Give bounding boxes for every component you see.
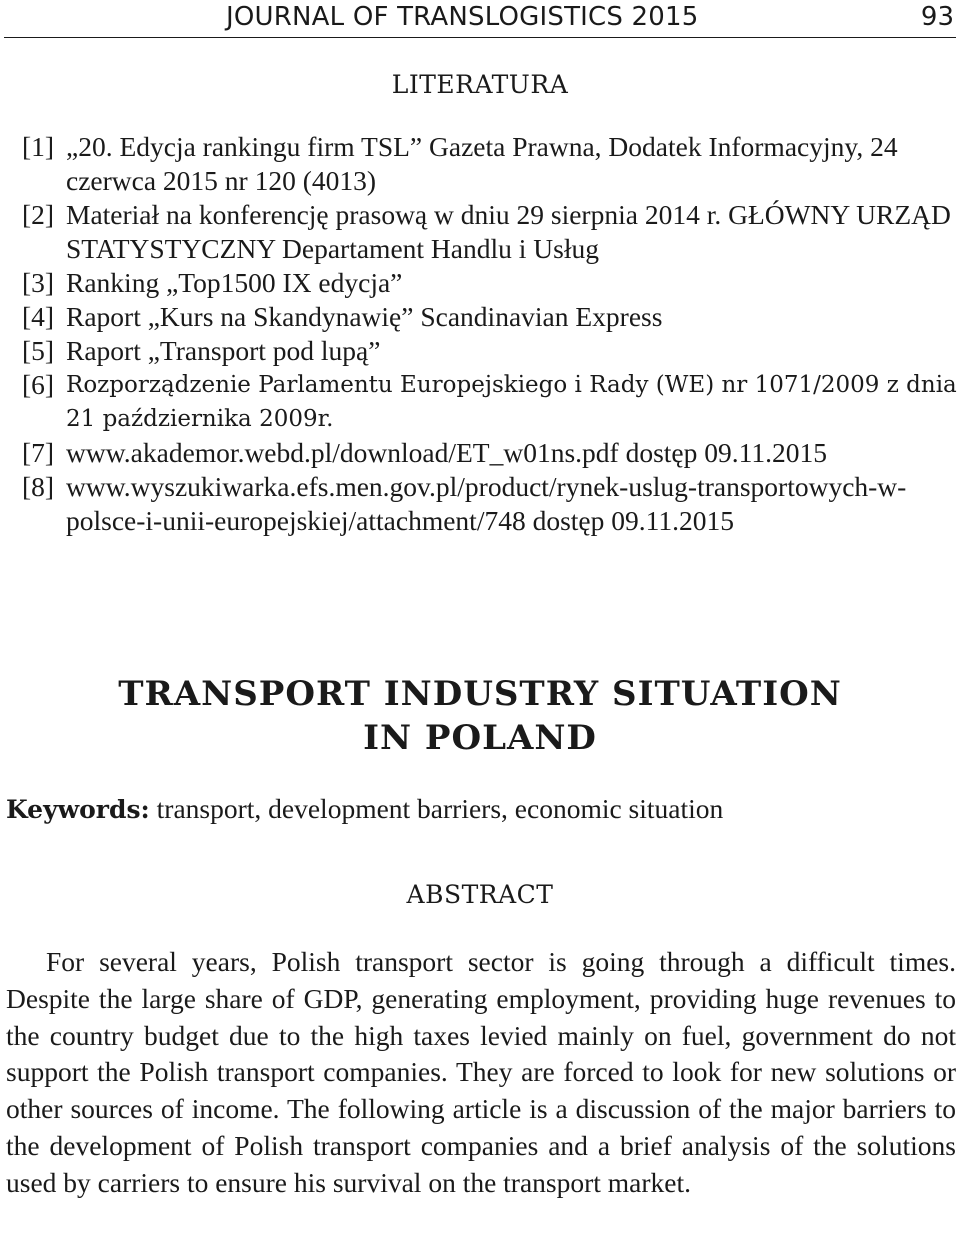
reference-number: [4] — [22, 301, 55, 332]
article-title — [0, 672, 960, 760]
literature-heading: LITERATURA — [391, 70, 569, 99]
article-title-line-1: TRANSPORT INDUSTRY SITUATION — [118, 674, 842, 714]
journal-title: JOURNAL OF TRANSLOGISTICS 2015 — [226, 2, 699, 32]
reference-item-3 — [22, 266, 957, 300]
reference-item-2 — [22, 198, 957, 266]
abstract-heading: ABSTRACT — [406, 880, 554, 909]
page-number: 93 — [920, 2, 954, 32]
reference-item-8 — [22, 470, 957, 538]
reference-number: [7] — [22, 437, 55, 468]
reference-text: www.wyszukiwarka.efs.men.gov.pl/product/rynek-uslug-transportowych-w-polsce-i-unii-europejskiej/attachment/748 dostęp 09.11.2015 — [66, 471, 907, 536]
keywords-text: transport, development barriers, economic situation — [149, 793, 724, 824]
reference-number: [5] — [22, 335, 55, 366]
reference-item-1 — [22, 130, 957, 198]
reference-text: www.akademor.webd.pl/download/ET_w01ns.pdf dostęp 09.11.2015 — [66, 437, 827, 468]
article-title-line-2: IN POLAND — [363, 718, 597, 758]
reference-number: [1] — [22, 131, 55, 162]
reference-text: Rozporządzenie Parlamentu Europejskiego i Rady (WE) nr 1071/2009 z dnia 21 października 2009r. — [66, 372, 957, 432]
reference-number: [2] — [22, 199, 55, 230]
header-rule — [4, 37, 956, 38]
reference-item-5 — [22, 334, 957, 368]
reference-text: „20. Edycja rankingu firm TSL” Gazeta Prawna, Dodatek Informacyjny, 24 czerwca 2015 nr 120 (4013) — [66, 131, 898, 196]
reference-number: [6] — [22, 369, 55, 400]
reference-text: Raport „Transport pod lupą” — [66, 335, 381, 366]
reference-item-6 — [22, 368, 957, 436]
running-header — [0, 0, 960, 36]
keywords-line — [6, 793, 956, 825]
reference-text: Raport „Kurs na Skandynawię” Scandinavian Express — [66, 301, 663, 332]
keywords-label: Keywords: — [6, 795, 150, 824]
abstract-body: For several years, Polish transport sector is going through a difficult times. Despite the large share of GDP, generating employment, providing huge revenues to the country budget due to the high taxes levied mainly on fuel, government do not support the Polish transport companies. They are forced to look for new solutions or other sources of income. The following article is a discussion of the major barriers to the development of Polish transport companies and a brief analysis of the solutions used by carriers to ensure his survival on the transport market. — [6, 946, 956, 1198]
reference-item-4 — [22, 300, 957, 334]
reference-number: [8] — [22, 471, 55, 502]
reference-text: Ranking „Top1500 IX edycja” — [66, 267, 403, 298]
reference-number: [3] — [22, 267, 55, 298]
reference-list — [22, 130, 957, 538]
reference-text: Materiał na konferencję prasową w dniu 29 sierpnia 2014 r. GŁÓWNY URZĄD STATYSTYCZNY Departament Handlu i Usług — [66, 199, 951, 264]
reference-item-7 — [22, 436, 957, 470]
